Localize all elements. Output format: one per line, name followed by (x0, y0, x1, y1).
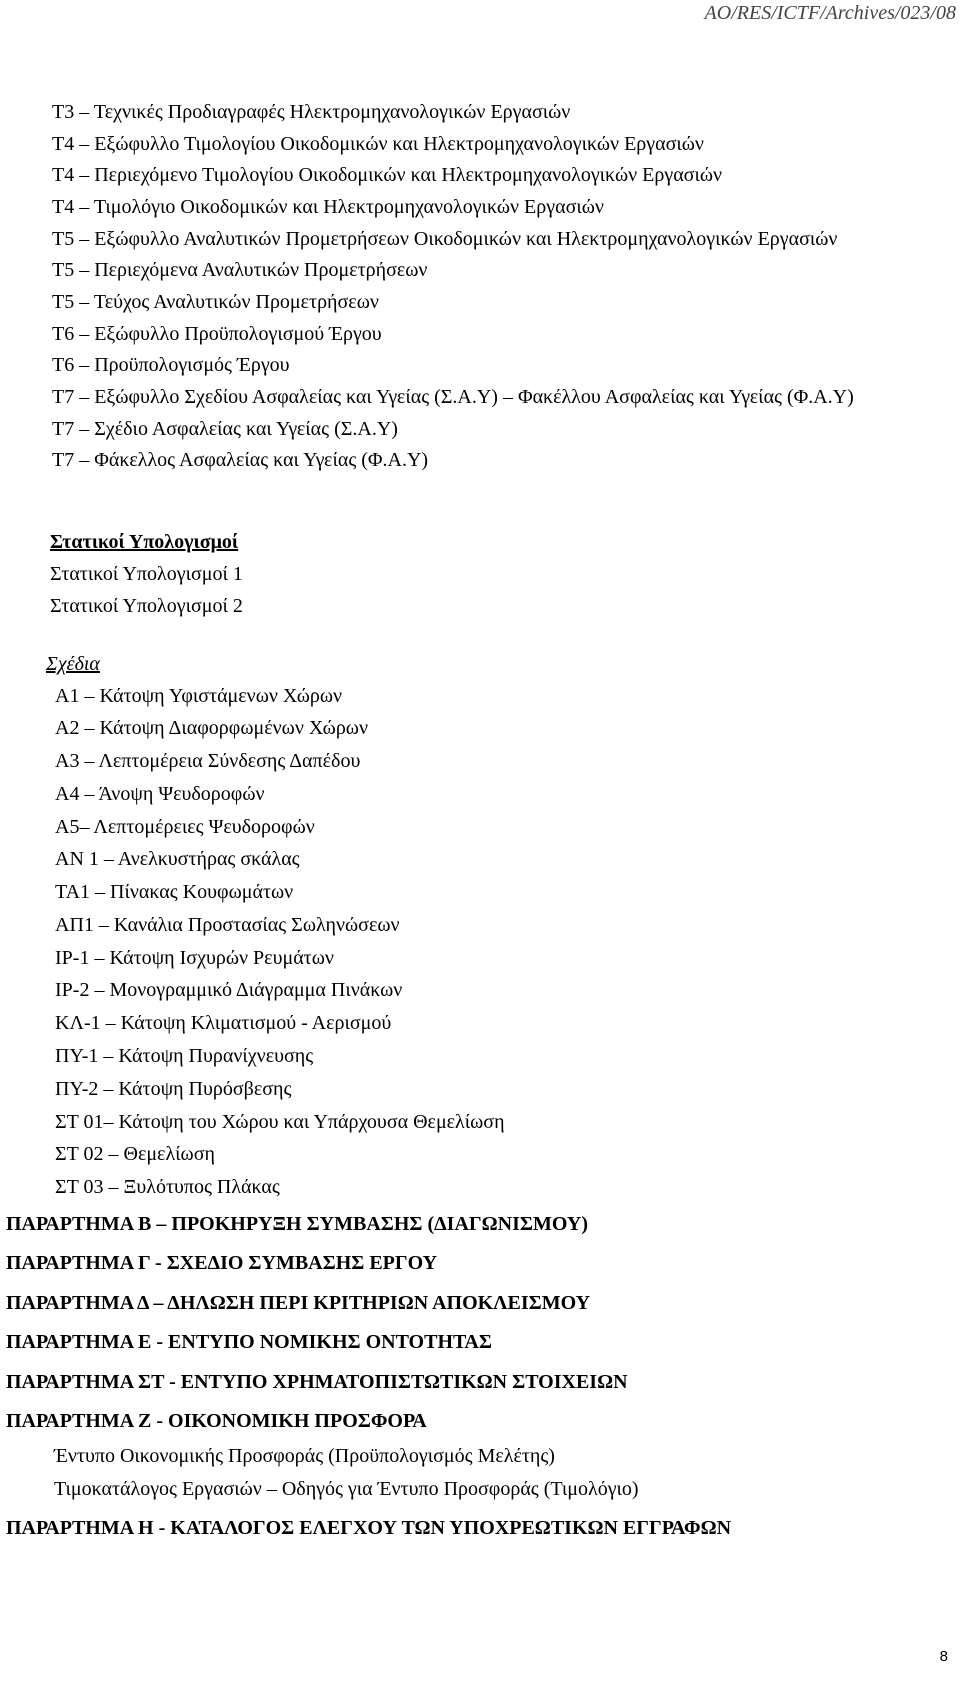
list-item: Στατικοί Υπολογισμοί 2 (50, 595, 243, 617)
list-item: Α4 – Άνοψη Ψευδοροφών (55, 783, 265, 805)
list-item: ΣΤ 02 – Θεμελίωση (55, 1143, 215, 1165)
drawings-heading: Σχέδια (46, 653, 100, 675)
list-item: Τ4 – Εξώφυλλο Τιμολογίου Οικοδομικών και Ηλεκτρομηχανολογικών Εργασιών (52, 133, 704, 155)
list-item: ΚΛ-1 – Κάτοψη Κλιματισμού - Αερισμού (55, 1012, 392, 1034)
list-item: ΤΑ1 – Πίνακας Κουφωμάτων (55, 881, 294, 903)
list-item: Α1 – Κάτοψη Υφιστάμενων Χώρων (55, 685, 343, 707)
list-item: ΠΥ-2 – Κάτοψη Πυρόσβεσης (55, 1078, 292, 1100)
list-item: Τ3 – Τεχνικές Προδιαγραφές Ηλεκτρομηχανολογικών Εργασιών (52, 101, 571, 123)
list-item: Στατικοί Υπολογισμοί 1 (50, 563, 243, 585)
list-item: ΑΠ1 – Κανάλια Προστασίας Σωληνώσεων (55, 914, 400, 936)
list-item: ΠΥ-1 – Κάτοψη Πυρανίχνευσης (55, 1045, 314, 1067)
appendix-heading: ΠΑΡΑΡΤΗΜΑ Ε - ΕΝΤΥΠΟ ΝΟΜΙΚΗΣ ΟΝΤΟΤΗΤΑΣ (6, 1331, 492, 1353)
list-item: Τ5 – Τεύχος Αναλυτικών Προμετρήσεων (52, 291, 379, 313)
appendix-heading: ΠΑΡΑΡΤΗΜΑ Η - ΚΑΤΑΛΟΓΟΣ ΕΛΕΓΧΟΥ ΤΩΝ ΥΠΟΧΡΕΩΤΙΚΩΝ ΕΓΓΡΑΦΩΝ (6, 1517, 732, 1539)
list-item: Τιμοκατάλογος Εργασιών – Οδηγός για Έντυπο Προσφοράς (Τιμολόγιο) (54, 1478, 639, 1500)
appendix-heading: ΠΑΡΑΡΤΗΜΑ Δ – ΔΗΛΩΣΗ ΠΕΡΙ ΚΡΙΤΗΡΙΩΝ ΑΠΟΚΛΕΙΣΜΟΥ (6, 1292, 591, 1314)
list-item: ΑΝ 1 – Ανελκυστήρας σκάλας (55, 848, 300, 870)
list-item: Τ5 – Εξώφυλλο Αναλυτικών Προμετρήσεων Οικοδομικών και Ηλεκτρομηχανολογικών Εργασιών (52, 228, 838, 250)
list-item: Τ4 – Περιεχόμενο Τιμολογίου Οικοδομικών και Ηλεκτρομηχανολογικών Εργασιών (52, 164, 723, 186)
list-item: Τ7 – Φάκελλος Ασφαλείας και Υγείας (Φ.Α.Υ) (52, 449, 429, 471)
list-item: Έντυπο Οικονομικής Προσφοράς (Προϋπολογισμός Μελέτης) (54, 1445, 555, 1467)
list-item: Τ6 – Προϋπολογισμός Έργου (52, 354, 290, 376)
list-item: Τ4 – Τιμολόγιο Οικοδομικών και Ηλεκτρομηχανολογικών Εργασιών (52, 196, 604, 218)
list-item: Α3 – Λεπτομέρεια Σύνδεσης Δαπέδου (55, 750, 361, 772)
appendix-heading: ΠΑΡΑΡΤΗΜΑ Γ - ΣΧΕΔΙΟ ΣΥΜΒΑΣΗΣ ΕΡΓΟΥ (6, 1252, 438, 1274)
list-item: ΣΤ 03 – Ξυλότυπος Πλάκας (55, 1176, 280, 1198)
appendix-heading: ΠΑΡΑΡΤΗΜΑ Β – ΠΡΟΚΗΡΥΞΗ ΣΥΜΒΑΣΗΣ (ΔΙΑΓΩΝΙΣΜΟΥ) (6, 1213, 588, 1235)
list-item: ΙΡ-1 – Κάτοψη Ισχυρών Ρευμάτων (55, 947, 334, 969)
appendix-heading: ΠΑΡΑΡΤΗΜΑ Ζ - ΟΙΚΟΝΟΜΙΚΗ ΠΡΟΣΦΟΡΑ (6, 1410, 427, 1432)
page-number: 8 (939, 1648, 948, 1665)
list-item: Τ7 – Σχέδιο Ασφαλείας και Υγείας (Σ.Α.Υ) (52, 418, 398, 440)
list-item: Α5– Λεπτομέρειες Ψευδοροφών (55, 816, 315, 838)
static-calculations-heading: Στατικοί Υπολογισμοί (50, 531, 239, 553)
list-item: ΙΡ-2 – Μονογραμμικό Διάγραμμα Πινάκων (55, 979, 403, 1001)
list-item: Τ5 – Περιεχόμενα Αναλυτικών Προμετρήσεων (52, 259, 428, 281)
list-item: Τ7 – Εξώφυλλο Σχεδίου Ασφαλείας και Υγείας (Σ.Α.Υ) – Φακέλλου Ασφαλείας και Υγείας (Φ.Α.Υ) (52, 386, 854, 408)
list-item: Τ6 – Εξώφυλλο Προϋπολογισμού Έργου (52, 323, 382, 345)
document-reference: AO/RES/ICTF/Archives/023/08 (704, 2, 956, 24)
list-item: ΣΤ 01– Κάτοψη του Χώρου και Υπάρχουσα Θεμελίωση (55, 1111, 505, 1133)
list-item: Α2 – Κάτοψη Διαφορφωμένων Χώρων (55, 717, 369, 739)
appendix-heading: ΠΑΡΑΡΤΗΜΑ ΣΤ - ΕΝΤΥΠΟ ΧΡΗΜΑΤΟΠΙΣΤΩΤΙΚΩΝ ΣΤΟΙΧΕΙΩΝ (6, 1371, 628, 1393)
